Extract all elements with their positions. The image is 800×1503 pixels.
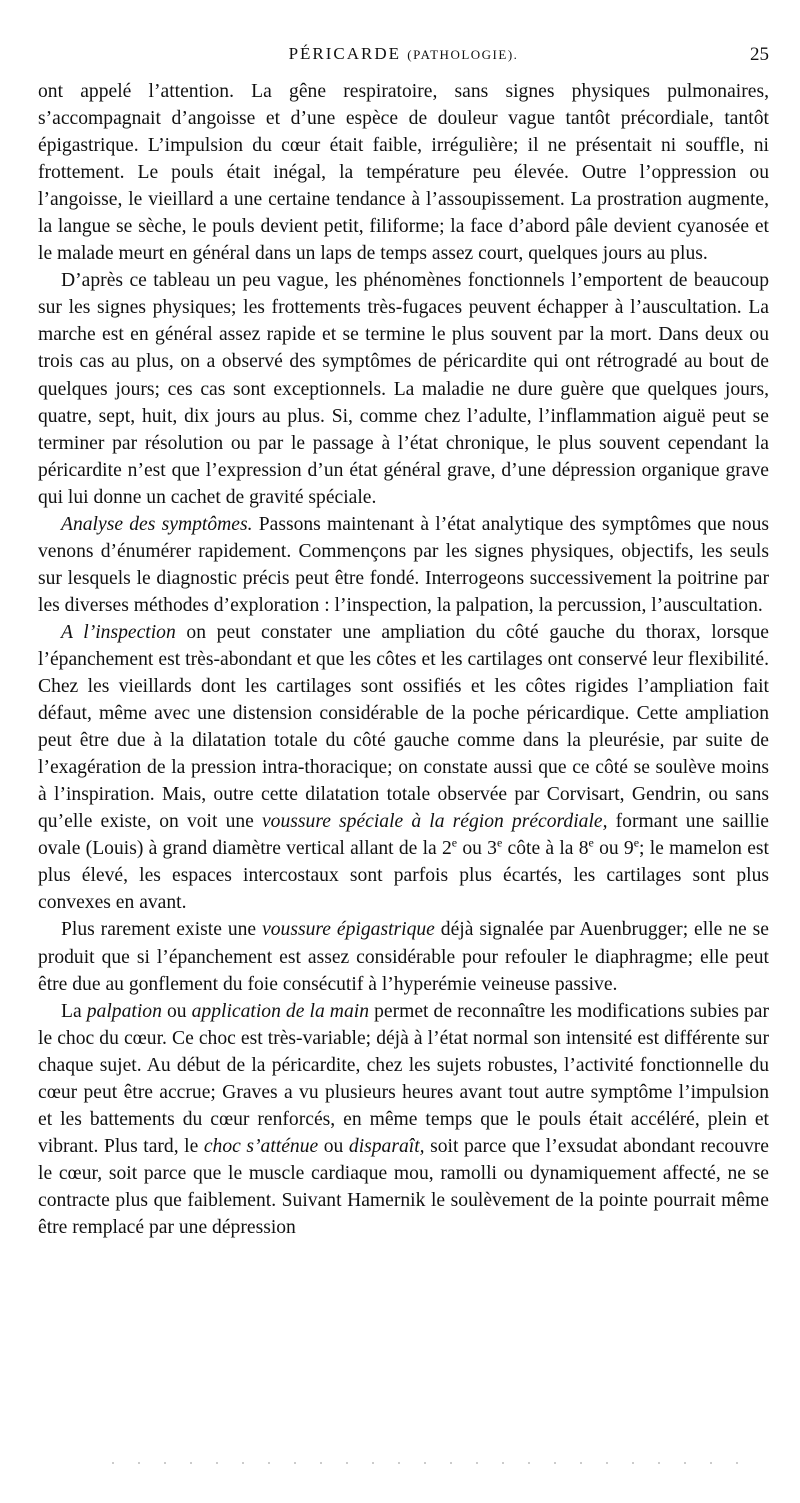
- italic-text: disparaît,: [348, 1135, 425, 1157]
- text-run: soit parce que l’exsudat abondant recouvre le cœur, soit parce que le muscle cardiaque mou, ramolli ou dynamiquement affecté, ne se contracte plus que faiblement. Suivant Hamernik le soulèvement de la pointe pourrait même être remplacé par une dépression: [38, 1135, 770, 1238]
- text-body: [38, 78, 769, 1241]
- paragraph: [38, 78, 769, 267]
- paragraph: [38, 267, 769, 510]
- text-run: Passons maintenant à l’état analytique des symptômes que nous venons d’énumérer rapidement. Commençons par les signes physiques, objectifs, les seuls sur lesquels le diagnostic précis peut être fondé. Interrogeons successivement la poitrine par les diverses méthodes d’exploration : l’inspection, la palpation, la percussion, l’auscultation.: [38, 513, 769, 616]
- page-number: 25: [750, 44, 769, 65]
- book-page: [38, 38, 769, 1241]
- italic-text: voussure épigastrique: [262, 919, 435, 941]
- text-run: ; le mamelon est plus élevé, les espaces intercostaux sont parfois plus écartés, les cartilages sont plus convexes en avant.: [38, 838, 769, 914]
- running-title-main: PÉRICARDE: [288, 44, 402, 63]
- superscript: e: [633, 835, 640, 850]
- text-run: D’après ce tableau un peu vague, les phénomènes fonctionnels l’emportent de beaucoup sur les signes physiques; les frottements très-fugaces peuvent échapper à l’auscultation. La marche est en général assez rapide et se termine le plus souvent par la mort. Dans deux ou trois cas au plus, on a observé des symptômes de péricardite qui ont rétrogradé au bout de quelques jours; ces cas sont exceptionnels. La maladie ne dure guère que quelques jours, quatre, sept, huit, dix jours au plus. Si, comme chez l’adulte, l’inflammation aiguë peut se terminer par résolution ou par le passage à l’état chronique, le plus souvent cependant la péricardite n’est que l’expression d’un état général grave, d’une dépression organique grave qui lui donne un cachet de gravité spéciale.: [38, 270, 769, 508]
- italic-text: palpation: [86, 1000, 162, 1022]
- italic-text: choc s’atténue: [203, 1135, 319, 1157]
- superscript: e: [496, 835, 503, 850]
- paragraph: [38, 511, 769, 619]
- running-header: [38, 38, 769, 78]
- text-run: ou 3: [457, 838, 497, 860]
- text-run: ou: [318, 1135, 349, 1157]
- italic-text: voussure spéciale à la région précordiale,: [261, 811, 608, 833]
- text-run: on peut constater une ampliation du côté gauche du thorax, lorsque l’épanchement est très-abondant et que les côtes et les cartilages ont conservé leur flexibilité. Chez les vieillards dont les cartilages sont ossifiés et les côtes rigides l’ampliation fait défaut, même avec une distension considérable de la poche péricardique. Cette ampliation peut être due à la dilatation totale du côté gauche comme dans la pleurésie, par suite de l’exagération de la pression intra-thoracique; on constate aussi que ce côté se soulève moins à l’inspiration. Mais, outre cette dilatation totale observée par Corvisart, Gendrin, ou sans qu’elle existe, on voit une: [38, 621, 769, 833]
- running-title-subtitle: (PATHOLOGIE).: [407, 47, 519, 62]
- text-run: permet de reconnaître les modifications subies par le choc du cœur. Ce choc est très-variable; déjà à l’état normal son intensité est différente sur chaque sujet. Au début de la péricardite, chez les sujets robustes, l’activité fonctionnelle du cœur peut être accrue; Graves a vu plusieurs heures avant tout autre symptôme l’impulsion et les battements du cœur renforcés, en même temps que le pouls était accéléré, plein et vibrant. Plus tard, le: [38, 1000, 770, 1157]
- superscript: e: [451, 835, 458, 850]
- text-run: ont appelé l’attention. La gêne respiratoire, sans signes physiques pulmonaires, s’accompagnait d’angoisse et d’une espèce de douleur vague tantôt précordiale, tantôt épigastrique. L’impulsion du cœur était faible, irrégulière; il ne présentait ni souffle, ni frottement. Le pouls était inégal, la température peu élevée. Outre l’oppression ou l’angoisse, le vieillard a une certaine tendance à l’assoupissement. La prostration augmente, la langue se sèche, le pouls devient petit, filiforme; la face d’abord pâle devient cyanosée et le malade meurt en général dans un laps de temps assez court, quelques jours au plus.: [38, 81, 769, 265]
- paragraph: [38, 998, 769, 1241]
- text-run: La: [61, 1000, 87, 1022]
- italic-text: A l’inspection: [61, 621, 176, 643]
- text-run: ou 9: [593, 838, 634, 860]
- text-run: Plus rarement existe une: [61, 919, 263, 941]
- text-run: formant une saillie ovale (Louis) à grand diamètre vertical allant de la 2: [38, 811, 769, 860]
- text-run: déjà signalée par Auenbrugger; elle ne se produit que si l’épanchement est assez considérable pour refouler le diaphragme; elle peut être due au gonflement du foie consécutif à l’hyperémie veineuse passive.: [38, 919, 769, 995]
- paragraph: [38, 619, 769, 917]
- running-title: [38, 44, 769, 64]
- paragraph: [38, 916, 769, 997]
- italic-text: Analyse des symptômes.: [61, 513, 253, 535]
- text-run: ou: [161, 1000, 192, 1022]
- text-run: côte à la 8: [502, 838, 589, 860]
- italic-text: application de la main: [191, 1000, 369, 1022]
- footer-scan-dots: [100, 1461, 760, 1465]
- superscript: e: [588, 835, 594, 850]
